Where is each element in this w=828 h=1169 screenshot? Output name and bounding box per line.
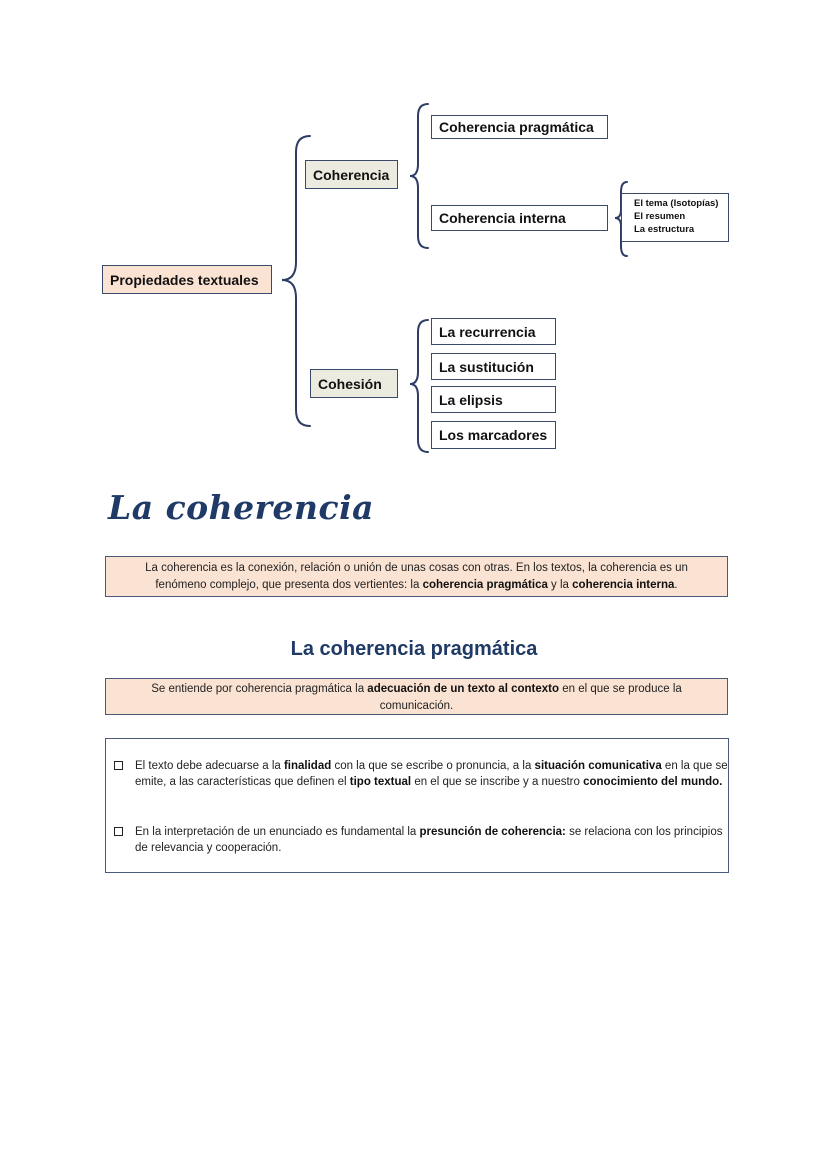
marcadores-label: Los marcadores bbox=[439, 427, 548, 443]
coherencia-node-label: Coherencia bbox=[313, 166, 390, 183]
pragmatica-def-bold-1: adecuación de un texto al contexto bbox=[367, 683, 560, 695]
list-item-text bbox=[135, 824, 729, 856]
interna-item-tema: El tema (Isotopías) bbox=[634, 198, 719, 209]
elipsis-node bbox=[431, 386, 556, 413]
coherencia-interna-node bbox=[431, 205, 608, 231]
bullet-2-text-1: En la interpretación de un enunciado es fundamental la bbox=[135, 826, 420, 838]
elipsis-label: La elipsis bbox=[439, 391, 503, 408]
root-node bbox=[102, 265, 272, 294]
pragmatica-title: La coherencia pragmática bbox=[290, 638, 538, 660]
section-title: La coherencia bbox=[108, 488, 375, 527]
recurrencia-label: La recurrencia bbox=[439, 323, 536, 340]
pragmatica-def-text-2: en el que se produce la comunicación. bbox=[379, 683, 682, 712]
coherencia-interna-label: Coherencia interna bbox=[439, 210, 566, 226]
pragmatica-bullet-list bbox=[105, 738, 729, 873]
definition-bold-2: coherencia interna bbox=[572, 579, 675, 591]
bullet-1-bold-2: situación comunicativa bbox=[534, 760, 662, 772]
definition-bold-1: coherencia pragmática bbox=[422, 579, 548, 591]
cohesion-node bbox=[310, 369, 398, 398]
bullet-1-text-1: El texto debe adecuarse a la bbox=[135, 760, 284, 772]
brace-cohesion bbox=[410, 320, 428, 452]
pragmatica-definition bbox=[105, 678, 728, 715]
definition-text-1: La coherencia es la conexión, relación o unión de unas cosas con otras. En los textos, la coherencia es un fenómeno complejo, que presenta dos vertientes: la bbox=[145, 562, 688, 591]
coherencia-node bbox=[305, 160, 398, 189]
pragmatica-def-text-1: Se entiende por coherencia pragmática la bbox=[151, 683, 368, 695]
bullet-1-bold-4: conocimiento del mundo. bbox=[583, 776, 723, 788]
coherencia-definition bbox=[105, 556, 728, 597]
definition-text-2: y la bbox=[547, 579, 573, 591]
bullet-1-text-2: con la que se escribe o pronuncia, a la bbox=[331, 760, 535, 772]
brace-coherencia bbox=[410, 104, 428, 248]
root-node-label: Propiedades textuales bbox=[110, 271, 259, 288]
bullet-2-text-2: se relaciona con los principios de relevancia y cooperación. bbox=[135, 826, 723, 854]
bullet-1-bold-1: finalidad bbox=[283, 760, 332, 772]
bullet-2-bold-1: presunción de coherencia: bbox=[419, 826, 566, 838]
marcadores-node bbox=[431, 421, 556, 449]
coherencia-pragmatica-node bbox=[431, 115, 608, 139]
sustitucion-node bbox=[431, 353, 556, 380]
recurrencia-node bbox=[431, 318, 556, 345]
bullet-1-text-4: en el que se inscribe y a nuestro bbox=[411, 776, 584, 788]
checkbox-bullet-icon bbox=[114, 827, 123, 836]
interna-items-node bbox=[621, 193, 729, 242]
checkbox-bullet-icon bbox=[114, 761, 123, 770]
definition-text-3: . bbox=[674, 579, 678, 591]
cohesion-node-label: Cohesión bbox=[318, 375, 382, 392]
interna-item-resumen: El resumen bbox=[634, 211, 686, 222]
list-item-text bbox=[135, 758, 729, 790]
bullet-1-bold-3: tipo textual bbox=[349, 776, 412, 788]
coherencia-pragmatica-label: Coherencia pragmática bbox=[439, 119, 594, 135]
sustitucion-label: La sustitución bbox=[439, 358, 534, 375]
interna-item-estructura: La estructura bbox=[634, 224, 695, 235]
bullet-1-text-3: en la que se emite, a las características que definen el bbox=[135, 760, 728, 788]
